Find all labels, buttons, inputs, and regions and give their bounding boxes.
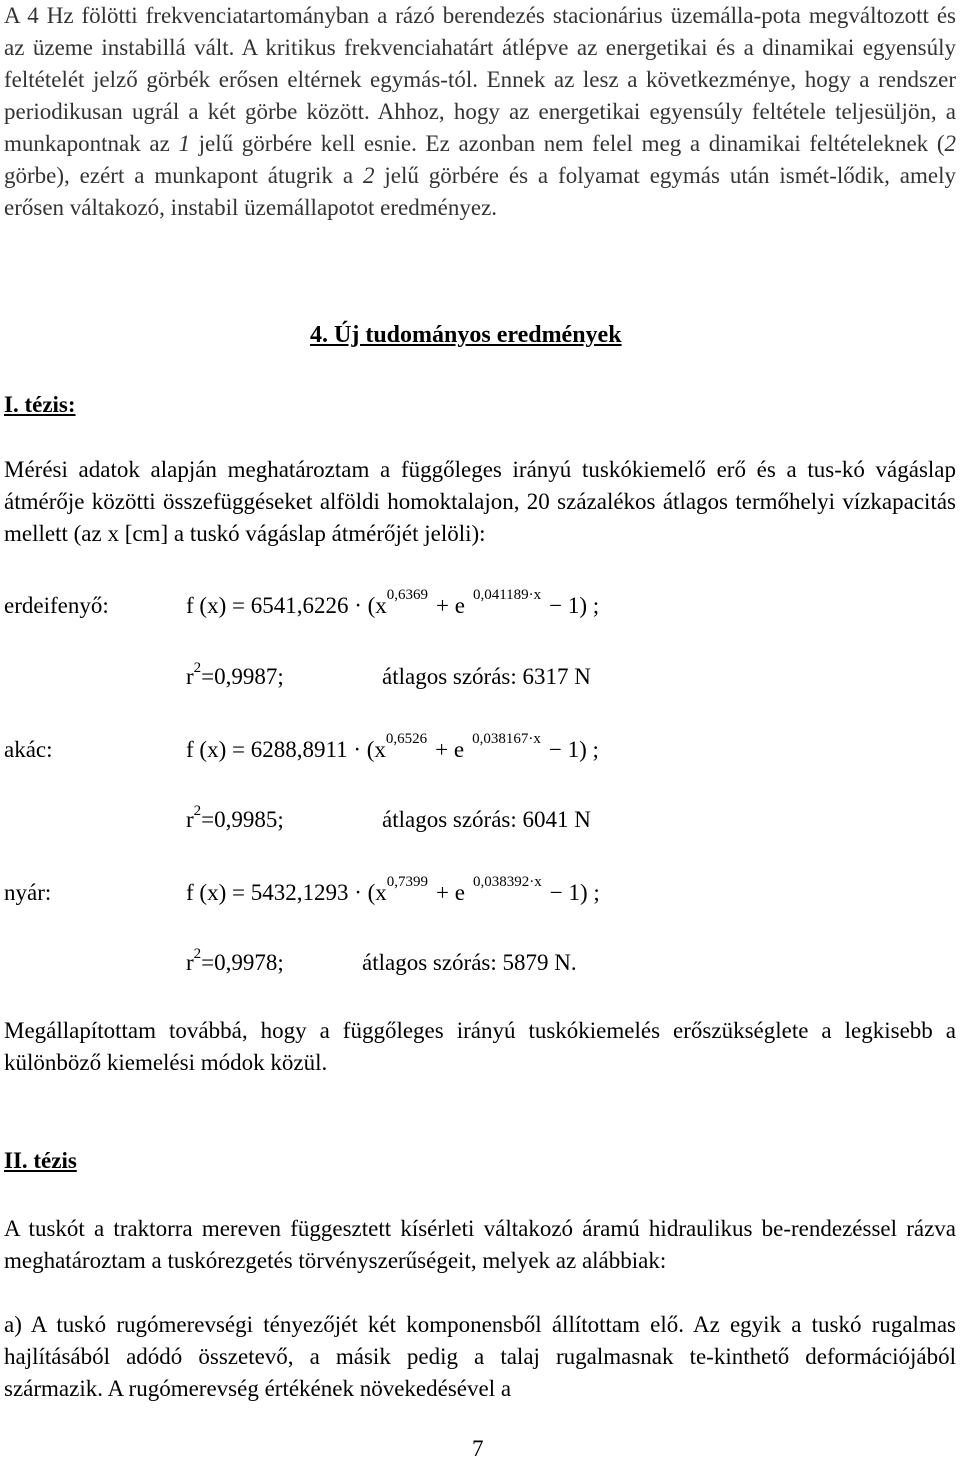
thesis-1-conclusion: Megállapítottam továbbá, hogy a függőleges irányú tuskókiemelés erőszükséglete a legkisebb a különböző kiemelési módok közül. [4,1018,956,1075]
deviation-pine: átlagos szórás: 6317 N [382,664,591,689]
formula-poplar-exp1: 0,7399 [386,874,429,890]
r2-pine-prefix: r [186,664,194,689]
formula-acacia [186,731,607,763]
formula-acacia-exp2: 0,038167·x [472,731,541,747]
intro-text-2: jelű görbére kell esnie. Ez azonban nem felel meg a dinamikai feltételeknek ( [189,131,945,156]
r2-pine-value: =0,9987; [201,664,284,689]
r2-pine-sup: 2 [193,660,202,676]
deviation-acacia: átlagos szórás: 6041 N [382,807,591,832]
stats-poplar [186,946,577,976]
formula-pine [186,587,607,619]
stats-acacia [186,803,591,833]
thesis-2-paragraph: A tuskót a traktorra mereven függesztett kísérleti váltakozó áramú hidraulikus be-rendezéssel rázva meghatároztam a tuskórezgetés törvényszerűségeit, melyek az alábbiak: [4,1216,956,1273]
intro-text-1: A 4 Hz fölötti frekvenciatartományban a rázó berendezés stacionárius üzemálla-pota megváltozott és az üzeme instabillá vált. A kritikus frekvenciahatárt átlépve az energetikai és a dinamikai egyensúly feltételét jelző görbék erősen eltérnek egymás-tól. Ennek az lesz a következménye, hogy a rendszer periodikusan ugrál a két görbe között. Ahhoz, hogy az energetikai egyensúly feltétele teljesüljön, a munkapontnak az [4,3,956,156]
formula-poplar-exp2: 0,038392·x [472,874,542,890]
thesis-2-point-a: a) A tuskó rugómerevségi tényezőjét két komponensből állítottam elő. Az egyik a tuskó rugalmas hajlításából adódó összetevő, a másik pedig a talaj rugalmasnak te-kinthető deformációjából származik. A rugómerevség értékének növekedésével a [4,1312,956,1401]
deviation-poplar: átlagos szórás: 5879 N. [362,950,577,975]
r2-poplar-prefix: r [186,950,194,975]
thesis-1-title: I. tézis: [4,392,76,417]
curve-2-ref: 2 [944,131,956,156]
section-title: 4. Új tudományos eredmények [310,322,622,348]
r2-acacia-prefix: r [186,807,194,832]
species-label-poplar: nyár: [4,880,52,905]
intro-text-4: jelű görbére és a folyamat egymás után ismét-lődik, amely erősen váltakozó, instabil üzemállapotot eredményez. [4,163,956,220]
thesis-1-paragraph: Mérési adatok alapján meghatároztam a függőleges irányú tuskókiemelő erő és a tus-kó vágáslap átmérője közötti összefüggéseket alföldi homoktalajon, 20 százalékos átlagos termőhelyi vízkapacitás mellett (az x [cm] a tuskó vágáslap átmérőjét jelöli): [4,457,956,546]
r2-poplar-sup: 2 [193,946,202,962]
formula-pine-exp1: 0,6369 [386,587,429,603]
r2-poplar-value: =0,9978; [201,950,284,975]
r2-acacia-sup: 2 [193,803,202,819]
formula-pine-plus: + e [436,593,465,618]
curve-1-ref: 1 [178,131,190,156]
r2-acacia-value: =0,9985; [201,807,284,832]
intro-text-3: görbe), ezért a munkapont átugrik a [4,163,363,188]
formula-acacia-exp1: 0,6526 [385,731,428,747]
species-label-acacia: akác: [4,737,53,762]
formula-pine-exp2: 0,041189·x [472,587,542,603]
formula-poplar-base: f (x) = 5432,1293 · (x [186,880,387,905]
formula-poplar-plus: + e [436,880,465,905]
formula-pine-base: f (x) = 6541,6226 · (x [186,593,387,618]
formula-poplar [186,874,608,906]
curve-2-ref-b: 2 [362,163,375,188]
formula-pine-tail: − 1) ; [549,593,600,618]
formula-acacia-plus: + e [435,737,465,762]
formula-acacia-base: f (x) = 6288,8911 · (x [186,737,386,762]
page-number: 7 [472,1436,484,1461]
species-label-pine: erdeifenyő: [4,593,109,618]
formula-poplar-tail: − 1) ; [549,880,600,905]
thesis-2-title: II. tézis [4,1148,77,1173]
formula-acacia-tail: − 1) ; [548,737,599,762]
stats-pine [186,660,591,690]
intro-paragraph [4,0,956,224]
